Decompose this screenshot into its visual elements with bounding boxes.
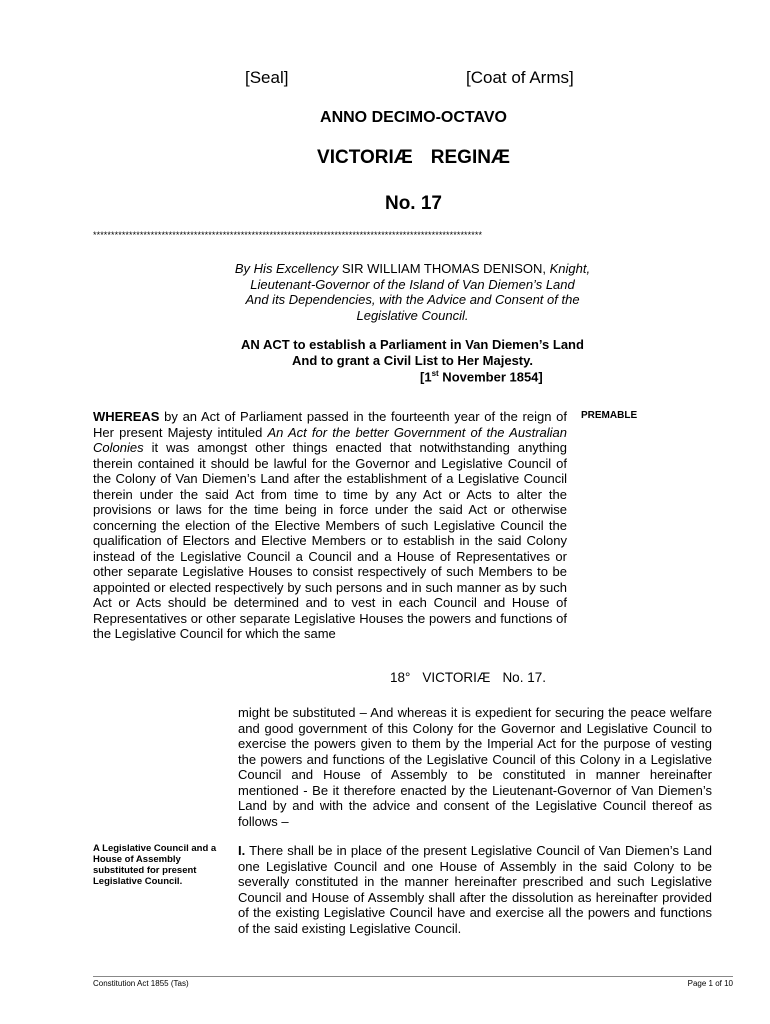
council-margin-note: A Legislative Council and a House of Assembly substituted for present Legislative Council. — [93, 843, 217, 887]
act-title-line-1: AN ACT to establish a Parliament in Van Diemen’s Land — [241, 337, 584, 352]
act-date: [1st November 1854] — [420, 369, 543, 385]
might-paragraph: might be substituted – And whereas it is expedient for securing the peace welfare and good government of this Colony for the Governor and Legislative Council to exercise the powers given to them by the Imperial Act for the purpose of vesting the powers and functions of the Legislative Council of this Colony in a Legislative Council and House of Assembly to be constituted in manner hereinafter mentioned - Be it therefore enacted by the Lieutenant-Governor of Van Diemen’s Land by and with the advice and consent of the Legislative Council thereof as follows – — [238, 705, 712, 829]
victoria-regina-heading — [0, 147, 770, 169]
act-title — [200, 337, 625, 368]
whereas-paragraph: WHEREAS by an Act of Parliament passed in the fourteenth year of the reign of Her present Majesty intituled An Act for the better Government of the Australian Colonies it was amongst other things enacted that notwithstanding anything therein contained it should be lawful for the Governor and Legislative Council of the Colony of Van Diemen’s Land after the establishment of a Legislative Council therein under the said Act from time to time by any Act or Acts to alter the provisions or laws for the time being in force under the said Act or otherwise concerning the election of the Elective Members of such Legislative Council the qualification of Electors and Elective Members or to establish in the said Colony instead of the Legislative Council a Council and a House of Representatives or other separate Legislative Houses to consist respectively of such Members to be appointed or elected respectively by such persons and in such manner as by such Act or Acts should be determined and to vest in each Council and House of Representatives or other separate Legislative Houses the powers and functions of the Legislative Council for which the same — [93, 409, 567, 641]
knight-title: Knight, — [549, 261, 591, 276]
running-victoria: VICTORIÆ — [422, 670, 491, 685]
victoria-word: VICTORIÆ — [317, 147, 413, 168]
act-number-heading: No. 17 — [384, 193, 443, 214]
excellency-line-3: And its Dependencies, with the Advice and Consent of the — [245, 292, 580, 307]
asterisk-divider: ************************************************************************************************************ — [93, 230, 483, 240]
running-year: 18° — [390, 670, 411, 685]
premable-margin-note: PREMABLE — [581, 410, 638, 421]
excellency-preamble — [200, 261, 625, 323]
seal-placeholder: [Seal] — [245, 68, 289, 87]
imperial-act-title: An Act for the better Government of the Australian Colonies — [93, 424, 567, 455]
footer-title: Constitution Act 1855 (Tas) — [93, 979, 189, 988]
section-1-numeral: I. — [238, 843, 246, 858]
footer-page-number: Page 1 of 10 — [687, 979, 733, 988]
coat-of-arms-placeholder: [Coat of Arms] — [466, 68, 574, 87]
running-number: No. 17. — [502, 670, 546, 685]
excellency-line-1 — [200, 261, 625, 277]
section-1-paragraph: I. There shall be in place of the present Legislative Council of Van Diemen’s Land one Legislative Council and one House of Assembly in the said Colony to be severally constituted in the manner hereinafter prescribed and such Legislative Council and House of Assembly shall after the dissolution as hereinafter provided of the existing Legislative Council have and exercise all the powers and functions of the said existing Legislative Council. — [238, 843, 712, 936]
regina-word: REGINÆ — [430, 147, 510, 168]
footer-divider — [93, 976, 733, 977]
running-head — [390, 670, 546, 685]
governor-name: SIR WILLIAM THOMAS DENISON, — [338, 261, 550, 276]
excellency-line-4: Legislative Council. — [356, 307, 469, 323]
act-title-line-2: And to grant a Civil List to Her Majesty. — [291, 352, 533, 368]
excellency-line-2: Lieutenant-Governor of the Island of Van Diemen’s Land — [250, 276, 575, 292]
by-his-excellency: By His Excellency — [234, 261, 339, 276]
whereas-lead: WHEREAS — [93, 409, 160, 424]
anno-heading: ANNO DECIMO-OCTAVO — [320, 109, 507, 126]
